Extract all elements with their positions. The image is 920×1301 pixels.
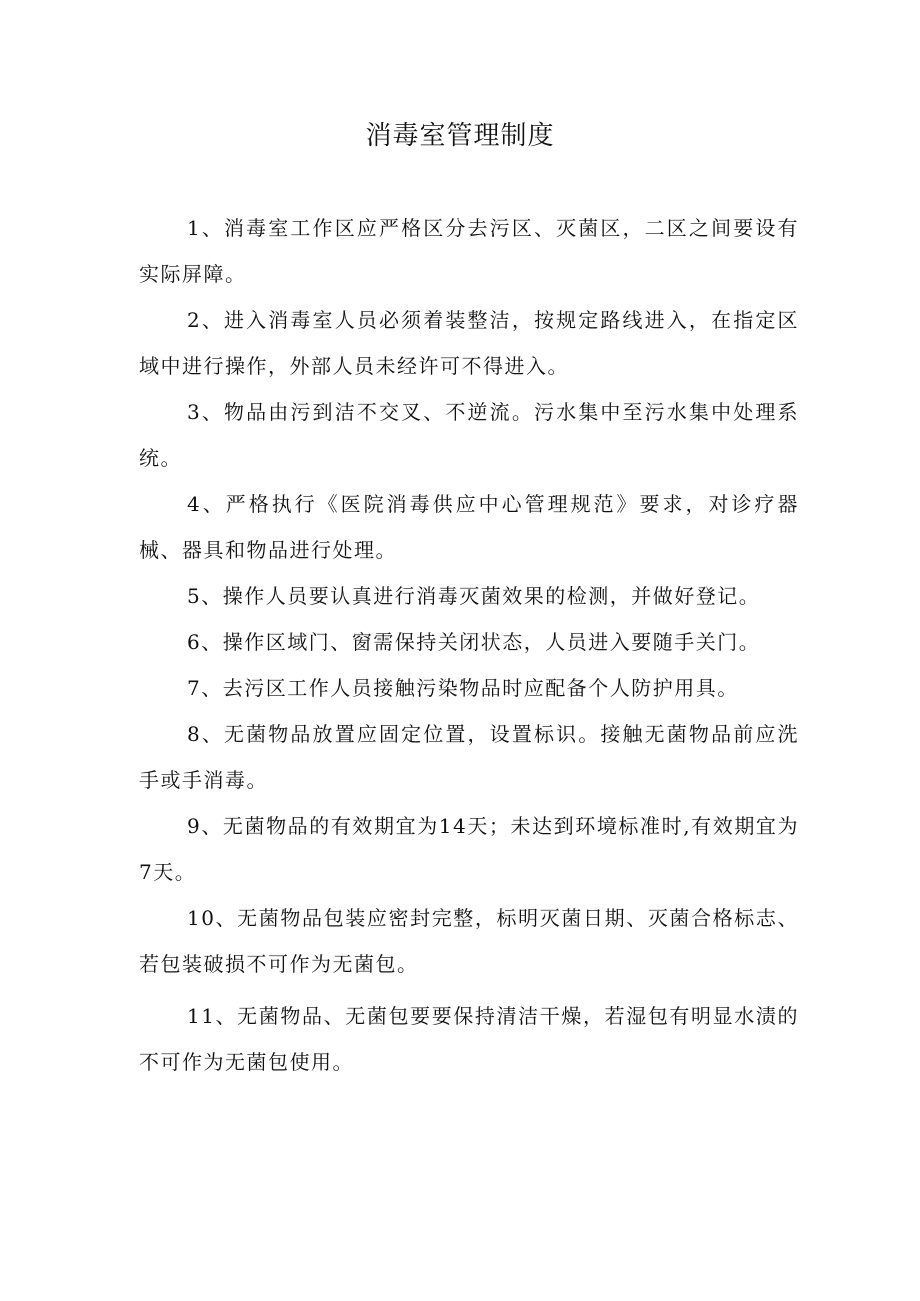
paragraph-3: 3、物品由污到洁不交叉、不逆流。污水集中至污水集中处理系统。 [139, 400, 799, 470]
paragraph-5: 5、操作人员要认真进行消毒灭菌效果的检测，并做好登记。 [187, 584, 761, 608]
paragraph-10: 10、无菌物品包装应密封完整，标明灭菌日期、灭菌合格标志、若包装破损不可作为无菌包。 [139, 906, 799, 976]
paragraph-11: 11、无菌物品、无菌包要要保持清洁干燥，若湿包有明显水渍的不可作为无菌包使用。 [139, 1004, 799, 1074]
paragraph-7: 7、去污区工作人员接触污染物品时应配备个人防护用具。 [187, 676, 739, 700]
paragraph-1: 1、消毒室工作区应严格区分去污区、灭菌区，二区之间要设有实际屏障。 [139, 216, 799, 286]
document-body [139, 205, 799, 1085]
paragraph-4: 4、严格执行《医院消毒供应中心管理规范》要求，对诊疗器械、器具和物品进行处理。 [139, 492, 799, 562]
paragraph-2: 2、进入消毒室人员必须着装整洁，按规定路线进入，在指定区域中进行操作，外部人员未经许可不得进入。 [139, 308, 799, 378]
paragraph-8: 8、无菌物品放置应固定位置，设置标识。接触无菌物品前应洗手或手消毒。 [139, 722, 799, 792]
paragraph-9: 9、无菌物品的有效期宜为14天；未达到环境标准时,有效期宜为7天。 [139, 814, 799, 884]
document-title: 消毒室管理制度 [365, 121, 555, 151]
paragraph-6: 6、操作区域门、窗需保持关闭状态，人员进入要随手关门。 [187, 630, 761, 654]
